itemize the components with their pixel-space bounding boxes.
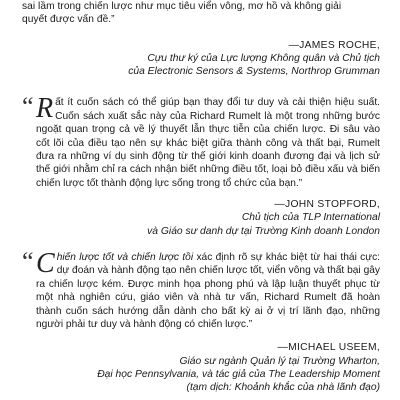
intro-line-1: sai lầm trong chiến lược như mục tiêu viển vông, mơ hồ và không giải (22, 1, 342, 12)
book-title-italic: hiến lược tốt và chiến lược tồi (56, 251, 194, 263)
intro-text (22, 0, 380, 27)
quote-stopford (22, 92, 380, 190)
attribution-roche (22, 39, 380, 79)
quote-useem (22, 246, 381, 331)
open-quote-mark: “ (22, 246, 34, 276)
attribution-name: —MICHAEL USEEM, (277, 342, 380, 354)
attribution-stopford (22, 198, 380, 238)
open-quote-mark: “ (22, 92, 34, 122)
attribution-name: —JOHN STOPFORD, (274, 199, 380, 211)
attribution-role-line: Giáo sư ngành Quản lý tại Trường Wharton, (179, 355, 380, 367)
attribution-role-line: Cựu thư ký của Lực lượng Không quân và Chủ tịch (147, 53, 380, 65)
attribution-role-line: (tạm dịch: Khoảnh khắc của nhà lãnh đạo) (186, 381, 380, 393)
attribution-useem (22, 341, 380, 394)
attribution-role-line: Chủ tịch của TLP International (241, 212, 380, 224)
dropcap: C (36, 247, 55, 279)
attribution-role-line: và Giáo sư danh dự tại Trường Kinh doanh London (147, 225, 380, 237)
attribution-name: —JAMES ROCHE, (288, 39, 380, 51)
intro-line-2: quyết được vấn đề.” (22, 14, 115, 26)
quote-text: ất ít cuốn sách có thể giúp bạn thay đổi tư duy và cải thiện hiệu suất. Cuốn sách xuất sắc này của Richard Rumelt là một trong những bước ngoặt quan trọng cả về lý thuyết lẫn thực tiễn của chiến lược. Đi sâu vào cốt lõi của điều tạo nên sự khác biệt giữa thành công và thất bại, Rumelt đưa ra những ví dụ sinh động từ thế giới kinh doanh đương đại và lịch sử thế giới nhằm chỉ ra cách nhận biết những điều tốt, loại bỏ điều xấu và biến chiến lược tốt thành động lực sống trong tổ chức của bạn.” (36, 97, 380, 189)
attribution-role-line: của Electronic Sensors & Systems, Northrop Grumman (128, 66, 380, 78)
quote-text: xác định rõ sự khác biệt từ hai thái cực: dự đoán và hành động tạo nên chiến lược tốt, viển vông và thất bại gây ra chiến lược kém. Được minh họa phong phú và lập luận thuyết phục từ một nhà nghiên cứu, giáo viên và nhà tư vấn, Richard Rumelt đã hoàn thành cuốn sách hướng dẫn dành cho bất kỳ ai ở vị trí lãnh đạo, những người phải tư duy và hành động có chiến lược.” (36, 251, 381, 330)
dropcap: R (36, 93, 54, 125)
attribution-role-line: Đại học Pennsylvania, và tác giả của The Leadership Moment (97, 368, 380, 380)
